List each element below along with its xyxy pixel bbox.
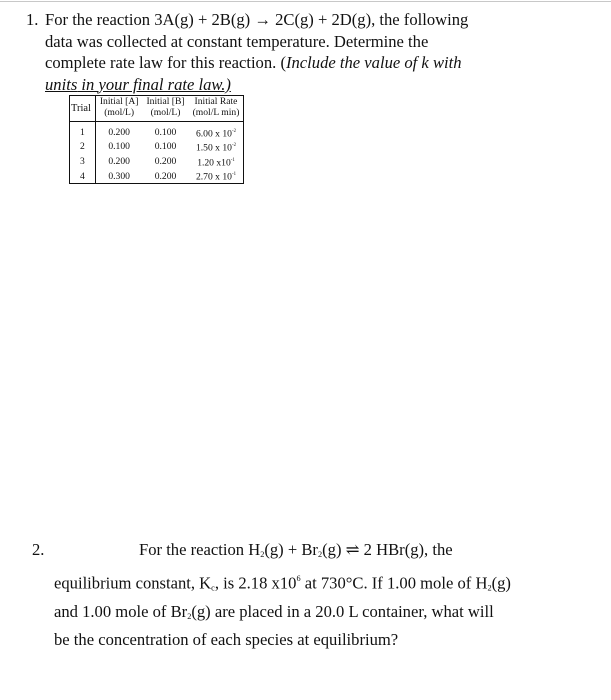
br2-subscript: 2 (187, 611, 192, 621)
initial-b-header: Initial [B] (146, 96, 185, 107)
rate-units: (mol/L min) (192, 107, 240, 118)
trial-cell: 1 (70, 122, 96, 140)
rate-mantissa: 1.20 x10 (197, 157, 231, 169)
b-cell: 0.200 (154, 170, 177, 182)
initial-rate-header: Initial Rate (194, 96, 238, 107)
a-cell: 0.200 (95, 122, 142, 140)
question-2-number: 2. (32, 540, 45, 559)
a-units: (mol/L) (104, 107, 135, 118)
q2-line-3 (54, 600, 562, 629)
rate-cell (189, 140, 244, 155)
table-row (70, 122, 244, 140)
a-cell: 0.300 (108, 170, 130, 182)
rate-cell (189, 169, 244, 184)
q1-line-3b: Include the value of k with (285, 53, 462, 72)
q2-l2d: (g) (491, 573, 511, 593)
rate-exponent: -2 (231, 128, 236, 134)
b-units: (mol/L) (150, 107, 181, 118)
top-divider (0, 1, 611, 2)
q1-units-emphasis: units (45, 74, 78, 94)
q2-line-1 (139, 538, 562, 567)
table-units-row (70, 107, 244, 122)
rate-data-table (69, 95, 244, 184)
kc-exponent: 6 (296, 573, 301, 583)
q2-l1a: For the reaction H (139, 540, 261, 559)
trial-header: Trial (70, 96, 96, 122)
q2-l1b: (g) + Br (264, 540, 318, 559)
q2-line-4: be the concentration of each species at equilibrium? (54, 630, 399, 650)
rate-exponent: -1 (231, 172, 236, 178)
table-row (70, 154, 244, 169)
q2-l3b: (g) are placed in a 20.0 L container, what will (191, 601, 494, 621)
b-cell: 0.100 (154, 141, 177, 153)
a-cell: 0.200 (108, 155, 130, 167)
initial-a-header: Initial [A] (99, 96, 139, 107)
kc-subscript: c (211, 583, 215, 593)
q2-line-2 (54, 567, 562, 600)
a-cell: 0.100 (108, 141, 130, 153)
q1-line-3a: complete rate law for this reaction. ( (45, 53, 286, 72)
b-cell: 0.100 (142, 122, 188, 140)
q2-l2c: at 730°C. If 1.00 mole of H (300, 573, 488, 593)
q1-line-3 (45, 52, 596, 74)
table-row (70, 140, 244, 155)
rate-exponent: -2 (231, 143, 236, 149)
q1-line-1: For the reaction 3A(g) + 2B(g) → 2C(g) + 2D(g), the following (45, 10, 469, 29)
table-header-row (70, 96, 244, 108)
q2-l2b: , is 2.18 x10 (214, 573, 297, 593)
rate-cell (189, 122, 244, 140)
rate-cell (189, 154, 244, 169)
rate-exponent: -1 (230, 157, 235, 163)
br2-subscript: 2 (317, 550, 323, 560)
q2-l1c: (g) ⇌ 2 HBr(g), the (322, 540, 453, 559)
rate-mantissa: 2.70 x 10 (195, 171, 232, 183)
h2-subscript: 2 (260, 550, 265, 560)
question-1-number: 1. (26, 10, 39, 29)
q2-l2a: equilibrium constant, K (54, 573, 212, 593)
trial-cell: 2 (70, 140, 96, 155)
h2-subscript: 2 (487, 583, 492, 593)
q1-line-2: data was collected at constant temperature. Determine the (45, 31, 429, 51)
q1-line-4b: in your final rate law.) (77, 74, 231, 94)
table-row (70, 169, 244, 184)
question-1-text (45, 9, 596, 95)
trial-cell: 3 (70, 154, 96, 169)
rate-mantissa: 6.00 x 10 (195, 127, 232, 139)
b-cell: 0.200 (154, 155, 177, 167)
trial-cell: 4 (70, 169, 96, 184)
q1-line-4 (45, 74, 596, 96)
question-2 (32, 538, 562, 652)
question-1 (26, 9, 596, 95)
rate-mantissa: 1.50 x 10 (195, 142, 232, 154)
q2-l3a: and 1.00 mole of Br (54, 601, 188, 621)
